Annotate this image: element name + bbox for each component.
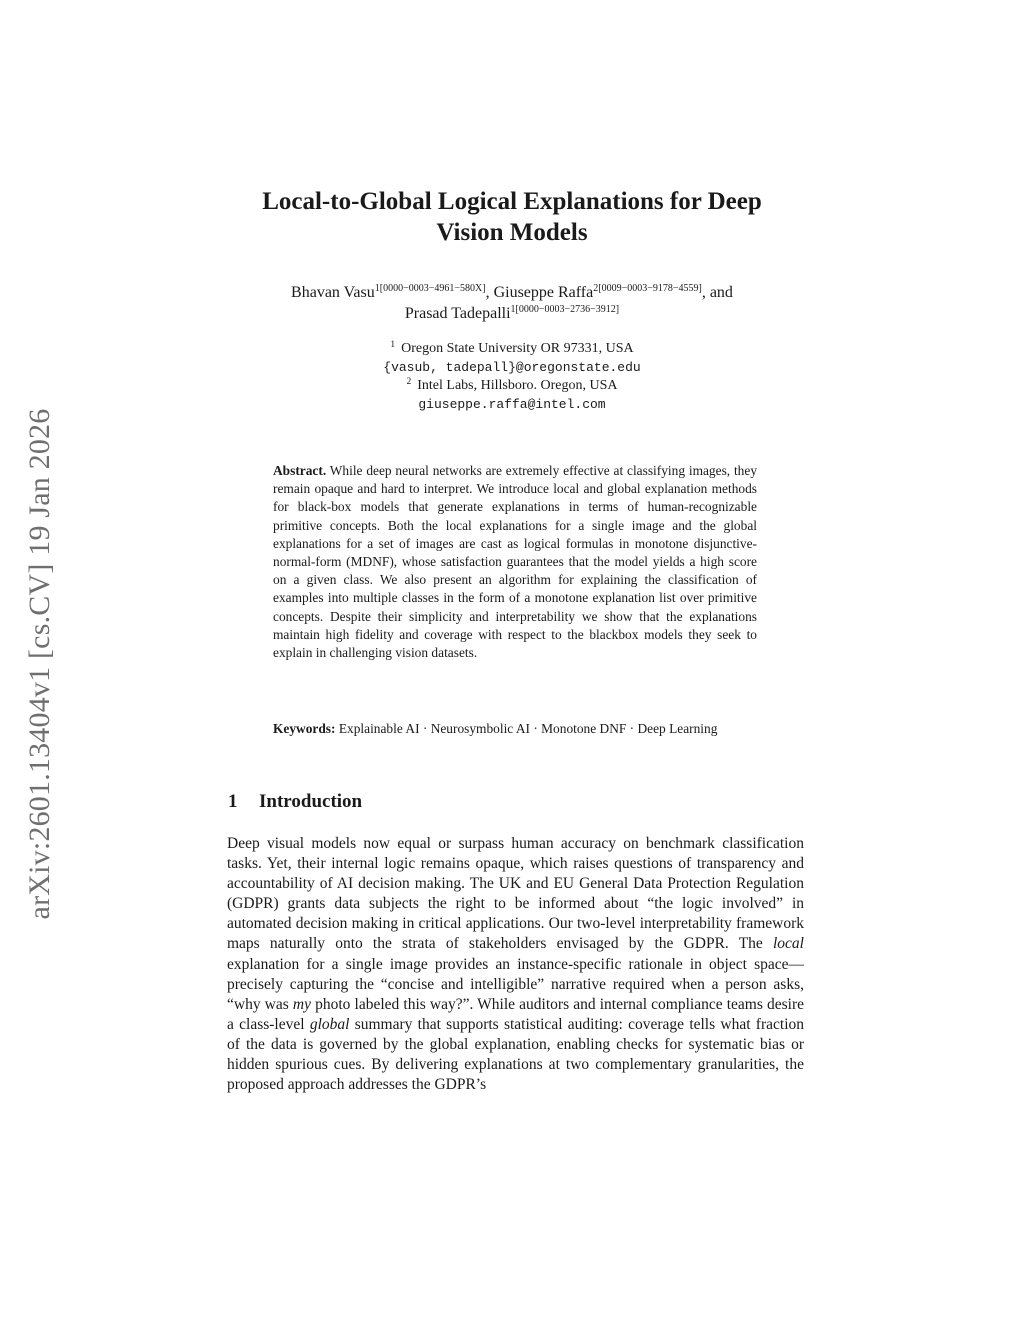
keywords xyxy=(273,720,757,738)
emphasis-local: local xyxy=(773,935,804,953)
intro-paragraph xyxy=(227,834,804,1095)
author-orcid: 1[0000−0003−4961−580X] xyxy=(374,283,486,294)
author-line-2 xyxy=(0,303,1024,324)
title-line-2: Vision Models xyxy=(436,219,588,246)
author-line-1: Bhavan Vasu$^{1[0000-0003-4961-580X]}$, Giuseppe Raffa$^{2[0009-0003-9178-4559]}$, and xyxy=(291,283,733,301)
affiliations xyxy=(0,340,1024,414)
affiliation-marker: 1 xyxy=(390,340,396,350)
affiliation-text: Intel Labs, Hillsboro. Oregon, USA xyxy=(417,378,618,393)
title-line-1: Local-to-Global Logical Explanations for Deep xyxy=(262,188,762,215)
section-heading xyxy=(228,790,362,814)
abstract xyxy=(273,462,757,662)
affiliation-text: Oregon State University OR 97331, USA xyxy=(401,341,634,356)
intro-text: summary that supports statistical auditing: coverage tells what fraction of the data is governed by the global explanation, enabling checks for systematic bias or hidden spurious cues. By delivering explanations at two complementary granularities, the proposed approach addresses the GDPR’s xyxy=(227,1015,804,1094)
keywords-text: Explainable AI · Neurosymbolic AI · Monotone DNF · Deep Learning xyxy=(338,721,718,736)
keywords-label: Keywords: xyxy=(273,721,336,736)
intro-text: explanation for a single image provides an instance-specific rationale in object space—precisely capturing the “concise and intelligible” narrative required when a person asks, “why was xyxy=(227,955,804,1013)
author-name: Prasad Tadepalli xyxy=(404,305,511,322)
emphasis-my: my xyxy=(292,995,311,1013)
abstract-label: Abstract. xyxy=(273,463,327,478)
affiliation-2 xyxy=(0,377,1024,396)
section-number: 1 xyxy=(228,791,238,812)
paper-title xyxy=(0,186,1024,248)
abstract-text: While deep neural networks are extremely effective at classifying images, they remain opaque and hard to interpret. We introduce local and global explanation methods for black-box models that generate explanations in terms of human-recognizable primitive concepts. Both the local explanations for a single image and the global explanations for a set of images are cast as logical formulas in monotone disjunctive-normal-form (MDNF), whose satisfaction guarantees that the model yields a high score on a given class. We also present an algorithm for explaining the classification of examples into multiple classes in the form of a monotone explanation list over primitive concepts. Despite their simplicity and interpretability we show that the explanations maintain high fidelity and coverage with respect to the blackbox models they seek to explain in challenging vision datasets. xyxy=(273,463,758,661)
author-conjunction: , and xyxy=(701,284,733,301)
affiliation-1 xyxy=(0,340,1024,359)
section-title: Introduction xyxy=(259,791,363,812)
affiliation-2-email: giuseppe.raffa@intel.com xyxy=(418,396,606,412)
author-name: Giuseppe Raffa xyxy=(493,284,594,301)
author-orcid: 2[0009−0003−9178−4559] xyxy=(593,283,702,294)
affiliation-marker: 2 xyxy=(406,377,412,387)
arxiv-identifier-text: arXiv:2601.13404v1 [cs.CV] 19 Jan 2026 xyxy=(23,408,56,920)
intro-text: photo labeled this way?”. While auditors and internal compliance teams desire a class-level xyxy=(227,995,804,1033)
author-list xyxy=(0,282,1024,324)
intro-text: Deep visual models now equal or surpass human accuracy on benchmark classification tasks. Yet, their internal logic remains opaque, which raises questions of transparency and accountability of AI decision making. The UK and EU General Data Protection Regulation (GDPR) grants data subjects the right to be informed about “the logic involved” in automated decision making in critical applications. Our two-level interpretability framework maps naturally onto the strata of stakeholders envisaged by the GDPR. The xyxy=(227,835,804,953)
emphasis-global: global xyxy=(309,1015,350,1033)
author-name: Bhavan Vasu xyxy=(291,284,375,301)
author-orcid: 1[0000−0003−2736−3912] xyxy=(510,304,620,315)
affiliation-1-email: {vasub, tadepall}@oregonstate.edu xyxy=(383,359,641,375)
